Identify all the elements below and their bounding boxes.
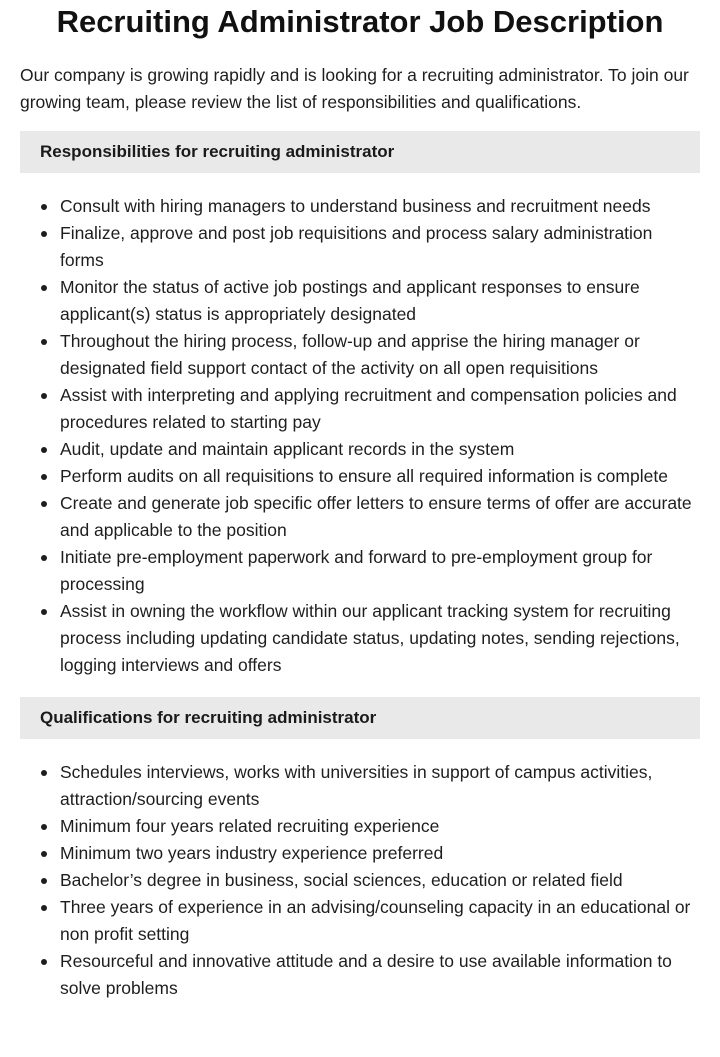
qualifications-list: [20, 759, 700, 1002]
responsibility-item: Monitor the status of active job postings and applicant responses to ensure applicant(s) status is appropriately designated: [60, 274, 700, 328]
responsibility-item: Assist in owning the workflow within our applicant tracking system for recruiting process including updating candidate status, updating notes, sending rejections, logging interviews and offers: [60, 598, 700, 679]
qualification-item: Schedules interviews, works with universities in support of campus activities, attraction/sourcing events: [60, 759, 700, 813]
qualification-item: Bachelor’s degree in business, social sciences, education or related field: [60, 867, 700, 894]
responsibility-item: Initiate pre-employment paperwork and forward to pre-employment group for processing: [60, 544, 700, 598]
responsibility-item: Assist with interpreting and applying recruitment and compensation policies and procedures related to starting pay: [60, 382, 700, 436]
responsibility-item: Consult with hiring managers to understand business and recruitment needs: [60, 193, 700, 220]
responsibility-item: Finalize, approve and post job requisitions and process salary administration forms: [60, 220, 700, 274]
responsibilities-heading: Responsibilities for recruiting administrator: [20, 131, 700, 173]
qualification-item: Minimum two years industry experience preferred: [60, 840, 700, 867]
responsibility-item: Create and generate job specific offer letters to ensure terms of offer are accurate and applicable to the position: [60, 490, 700, 544]
responsibility-item: Throughout the hiring process, follow-up and apprise the hiring manager or designated field support contact of the activity on all open requisitions: [60, 328, 700, 382]
qualification-item: Three years of experience in an advising/counseling capacity in an educational or non profit setting: [60, 894, 700, 948]
responsibility-item: Audit, update and maintain applicant records in the system: [60, 436, 700, 463]
responsibilities-list: [20, 193, 700, 679]
qualifications-heading: Qualifications for recruiting administrator: [20, 697, 700, 739]
qualification-item: Minimum four years related recruiting experience: [60, 813, 700, 840]
page-title: Recruiting Administrator Job Description: [56, 4, 664, 39]
qualification-item: Resourceful and innovative attitude and a desire to use available information to solve problems: [60, 948, 700, 1002]
responsibility-item: Perform audits on all requisitions to ensure all required information is complete: [60, 463, 700, 490]
intro-paragraph: Our company is growing rapidly and is looking for a recruiting administrator. To join our growing team, please review the list of responsibilities and qualifications.: [20, 65, 689, 112]
